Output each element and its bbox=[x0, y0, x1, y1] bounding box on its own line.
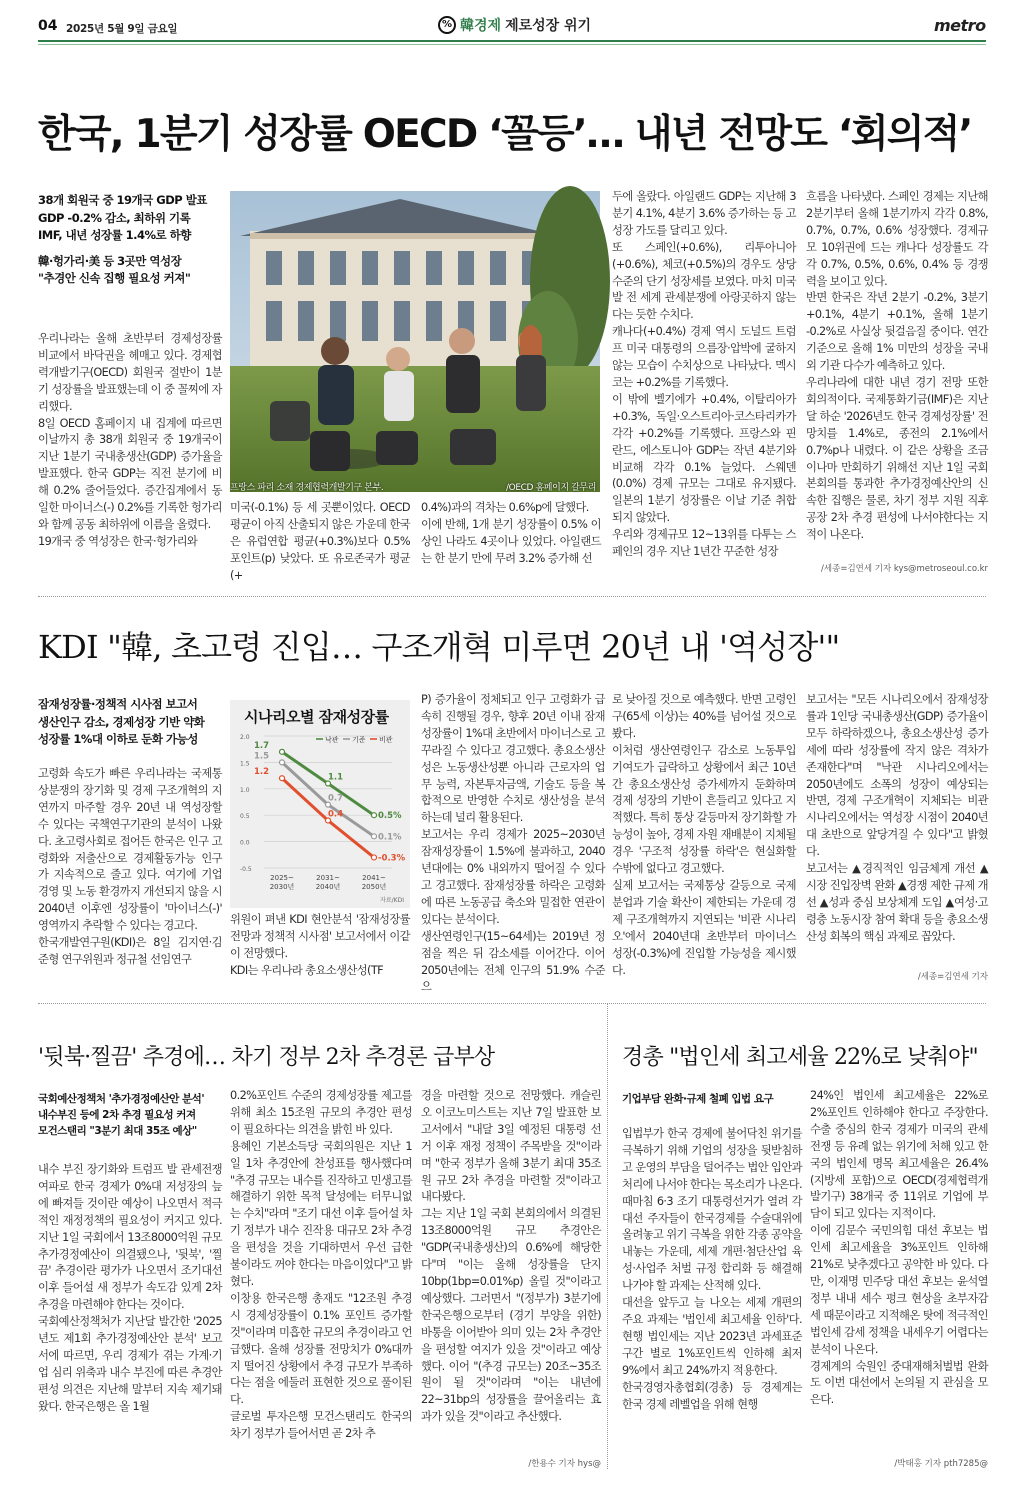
article2-headline: KDI "韓, 초고령 진입… 구조개혁 미루면 20년 내 '역성장'" bbox=[38, 628, 840, 666]
y-tick-label: 0.5 bbox=[240, 813, 250, 821]
data-label: 1.5 bbox=[254, 751, 270, 762]
data-label: 1.7 bbox=[254, 740, 270, 751]
column-divider bbox=[607, 1003, 608, 1469]
data-point bbox=[280, 776, 285, 781]
article3-headline: '뒷북·찔끔' 추경에… 차기 정부 2차 추경론 급부상 bbox=[38, 1045, 495, 1070]
x-tick-label: 2031~ bbox=[316, 874, 340, 882]
page-number: 04 bbox=[38, 18, 58, 34]
header-rule bbox=[38, 40, 986, 42]
data-label: -0.3% bbox=[378, 853, 406, 864]
header-rule-thin bbox=[38, 44, 986, 45]
chart-plot bbox=[230, 700, 410, 908]
data-label: 1.2 bbox=[254, 767, 270, 778]
article2-column-2: 위원이 펴낸 KDI 현안분석 '잠재성장률 전망과 정책적 시사점' 보고서에서 이같이 전망했다. KDI는 우리나라 총요소생산성(TF bbox=[230, 913, 410, 977]
article1-column-2: 미국(-0.1%) 등 세 곳뿐이었다. OECD 평균이 아직 산출되지 않은 가운데 한국은 유럽연합 평균(+0.3%)보다 0.5%포인트(p) 낮았다. 또 유로존국가 평균(+ bbox=[230, 501, 410, 582]
data-label: 0.4 bbox=[328, 809, 344, 820]
article1-column-1: 우리나라는 올해 초반부터 경제성장률 비교에서 바닥권을 헤매고 있다. 경제협력개발기구(OECD) 회원국 절반이 1분기 성장률을 발표했는데 이 중 꼴찌에 자리했다. 8일 OECD 홈페이지 내 집계에 따르면 이날까지 총 38개 회원국 중 19개국이 지난 1분기 국내총생산(GDP) 증가율을 발표했다. 한국 GDP는 직전 분기에 비해 0.2% 줄어들었다. 증간집계에서 동일한 마이너스(-) 0.2%를 기록한 헝가리와 함께 공동 최하위에 이름을 올렸다. 19개국 중 역성장은 한국·헝가리와 bbox=[38, 332, 222, 548]
metro-logo: metro bbox=[934, 16, 986, 35]
article2-column-1: 고령화 속도가 빠른 우리나라는 국제통상분쟁의 장기화 및 경제 구조개혁의 지연까지 마주할 경우 20년 내 역성장할 수 있다는 국책연구기관의 분석이 나왔다. 초고령사회로 접어든 한국은 인구 고령화와 저출산으로 경제활동가능 인구가 지속적으로 줄고 있다. 여기에 기업 경영 및 노동 환경까지 개선되지 않을 시 2040년 이후엔 성장률이 '마이너스(-)' 영역까지 추락할 수 있다는 경고다. 한국개발연구원(KDI)은 8일 김지연·김준형 연구위원과 정규철 선임연구 bbox=[38, 767, 222, 966]
y-tick-label: 1.0 bbox=[240, 786, 250, 794]
article2-subheads bbox=[38, 696, 222, 749]
section-divider bbox=[38, 596, 986, 597]
oecd-photo-illustration bbox=[230, 191, 600, 492]
section-divider bbox=[38, 1003, 986, 1004]
x-tick-label: 2025~ bbox=[270, 874, 294, 882]
chart-title: 시나리오별 잠재성장률 bbox=[244, 708, 389, 726]
article2-byline: /세종=김연세 기자 bbox=[917, 972, 988, 982]
article3-column-3: 경을 마련할 것으로 전망했다. 캐슬린 오 이코노미스트는 지난 7일 발표한 보고서에서 "내달 3일 예정된 대통령 선거 이후 재정 정책이 주목받을 것"이라며 "한국 정부가 올해 3분기 최대 35조원 규모 2차 추경을 마련할 것"이라고 내다봤다. 그는 지난 1일 국회 본회의에서 의결된 13조8000억원 규모 추경안은 "GDP(국내총생산)의 0.6%에 해당한다"며 "이는 올해 성장률을 단지 10bp(1bp=0.01%p) 올릴 것"이라고 예상했다. 그러면서 "(정부가) 3분기에 한국은행으로부터 (경기 부양을 위한)바통을 이어받아 의미 있는 2차 추경안을 편성할 여지가 있을 것"이라고 예상했다. 이어 "(추경 규모는) 20조~35조원이 될 것"이라며 "이는 내년에 22~31bp의 성장률을 끌어올리는 효과가 있을 것"이라고 추산했다. bbox=[421, 1089, 601, 1424]
data-label: 1.1 bbox=[328, 772, 344, 783]
photo-caption: 프랑스 파리 소재 경제협력개발기구 본부. bbox=[230, 483, 384, 493]
oecd-photo bbox=[230, 191, 600, 492]
photo-credit: /OECD 홈페이지 갈무리 bbox=[506, 483, 596, 493]
x-tick-label: 2040년 bbox=[315, 883, 341, 891]
article2-column-4: 로 낮아질 것으로 예측했다. 반면 고령인구(65세 이상)는 40%를 넘어설 것으로 봤다. 이처럼 생산연령인구 감소로 노동투입 기여도가 급락하고 상황에서 최근 10년간 총요소생산성 증가세까지 둔화하며 경제 성장의 기반이 흔들리고 있다고 지적했다. 특히 통상 갈등마저 장기화할 가능성이 높아, 경제 자원 재배분이 지체될 경우 '구조적 성장률 하락'은 현실화할 수밖에 없다고 경고했다. 실제 보고서는 국제통상 갈등으로 국제 분업과 기술 확산이 제한되는 가운데 경제 구조개혁까지 지연되는 '비관 시나리오'에서 2040년대 초반부터 마이너스 성장(-0.3%)에 진입할 가능성을 제시했다. bbox=[612, 693, 796, 977]
y-tick-label: 1.5 bbox=[240, 760, 250, 768]
subhead-line: 국회예산정책처 '추가경정예산안 분석' bbox=[38, 1093, 205, 1105]
data-point bbox=[280, 749, 285, 754]
legend-label: 기준 bbox=[352, 736, 366, 744]
data-label: 0.5% bbox=[378, 811, 402, 822]
subhead-line: 생산인구 감소, 경제성장 기반 약화 bbox=[38, 714, 205, 729]
y-tick-label: 0.0 bbox=[240, 839, 250, 847]
subhead-line: GDP -0.2% 감소, 최하위 기록 bbox=[38, 210, 191, 225]
subhead-line: IMF, 내년 성장률 1.4%로 하향 bbox=[38, 228, 191, 242]
legend-label: 비관 bbox=[379, 736, 393, 744]
data-label: 0.1% bbox=[378, 832, 402, 843]
data-label: 0.7 bbox=[328, 793, 344, 804]
y-tick-label: -0.5 bbox=[240, 866, 252, 873]
legend-label: 낙관 bbox=[325, 736, 339, 744]
article3-subheads bbox=[38, 1091, 222, 1139]
growth-chart bbox=[230, 700, 410, 908]
article4-column-1: 입법부가 한국 경제에 불어닥친 위기를 극복하기 위해 기업의 성장을 뒷받침하고 운영의 부담을 덜어주는 법안 입안과 처리에 나서야 한다는 목소리가 나온다. 때마침 6·3 조기 대통령선거가 열려 각 대선 주자들이 한국경제를 수술대위에 올려놓고 위기 극복을 위한 각종 공약을 내놓는 가운데, 세제 개편·첨단산업 육성·사업주 처벌 규정 합리화 등 해결해 나가야 할 과제는 산적해 있다. 대선을 앞두고 늘 나오는 세제 개편의 주요 과제는 '법인세 최고세율 인하'다. 현행 법인세는 지난 2023년 과세표준 구간 별로 1%포인트씩 인하해 최저 9%에서 최고 24%까지 적용한다. 한국경영자총협회(경총) 등 경제계는 한국 경제 레벨업을 위해 현행 bbox=[622, 1127, 802, 1411]
article3-column-1: 내수 부진 장기화와 트럼프 발 관세전쟁 여파로 한국 경제가 0%대 저성장의 늪에 빠져들 것이란 예상이 나오면서 적극적인 재정정책의 필요성이 커지고 있다. 지난 1일 국회에서 13조8000억원 규모 추가경정예산이 의결됐으나, '뒷북', '찔끔' 추경이란 평가가 나오면서 조기대선 이후 들어설 새 정부가 속도감 있게 2차 추경을 마련해야 한다는 것이다. 국회예산정책처가 지난달 발간한 '2025년도 제1회 추가경정예산안 분석' 보고서에 따르면, 우리 경제가 겪는 가계·기업 심리 위축과 내수 부진에 따른 추경안 편성 의견은 지난해 말부터 지속 제기돼 왔다. 한국은행은 올 1월 bbox=[38, 1163, 222, 1413]
x-tick-label: 2050년 bbox=[361, 883, 387, 891]
article1-subheads bbox=[38, 192, 222, 288]
percent-badge-icon: % bbox=[438, 16, 456, 34]
chart-source: 자료/KDI bbox=[380, 897, 404, 904]
subhead-line: 성장률 1%대 이하로 둔화 가능성 bbox=[38, 732, 198, 746]
subhead-line: 잠재성장률·정책적 시사점 보고서 bbox=[38, 697, 198, 711]
subhead-line: 내수부진 등에 2차 추경 필요성 커져 bbox=[38, 1109, 196, 1121]
section-title: 제로성장 위기 bbox=[505, 18, 592, 34]
article1-column-5: 흐름을 나타냈다. 스페인 경제는 지난해 2분기부터 올해 1분기까지 각각 0.8%, 0.7%, 0.7%, 0.6% 성장했다. 경제규모 10위권에 드는 캐나다 성장률도 각각 0.7%, 0.5%, 0.6%, 0.4% 등 경쟁력을 보이고 있다. 반면 한국은 작년 2분기 -0.2%, 3분기 +0.1%, 4분기 +0.1%, 올해 1분기 -0.2%로 사실상 뒷걸음질 중이다. 연간 기준으로 올해 1% 미만의 성장을 국내외 기관 다수가 예측하고 있다. 우리나라에 대한 내년 경기 전망 또한 회의적이다. 국제통화기금(IMF)은 지난달 하순 '2026년도 한국 경제성장률' 전망치를 1.4%로, 종전의 2.1%에서 0.7%p나 내렸다. 이 같은 상황을 조금이나마 만회하기 위해선 지난 1일 국회 본회의를 통과한 추가경정예산안의 신속한 집행은 물론, 차기 정부 지원 직후 공장 2차 추경 편성에 나서야한다는 지적이 나온다. bbox=[806, 190, 988, 542]
subhead-line: 韓·헝가리·美 등 3곳만 역성장 bbox=[38, 253, 182, 268]
section-banner bbox=[438, 14, 591, 36]
article3-column-2: 0.2%포인트 수준의 경제성장률 제고를 위해 최소 15조원 규모의 추경안 편성이 필요하다는 의견을 밝힌 바 있다. 용혜인 기본소득당 국회의원은 지난 1일 1차 추경안에 찬성표를 행사했다며 "추경 규모는 내수를 진작하고 민생고를 해결하기 위한 목적 달성에는 터무니없는 수치"라며 "조기 대선 이후 들어설 차기 정부가 내수 진작용 대규모 2차 추경을 편성을 것을 기대하면서 우선 급한 불이라도 꺼야 한다는 마음이었다"고 밝혔다. 이창용 한국은행 총재도 "12조원 추경시 경제성장률이 0.1% 포인트 증가할 것"이라며 미흡한 규모의 추경이라고 언급했다. 올해 성장률 전망치가 0%대까지 떨어진 상황에서 추경 규모가 부족하다는 점을 에둘러 표현한 것으로 풀이된다. 글로벌 투자은행 모건스탠리도 한국의 차기 정부가 들어서면 곧 2차 추 bbox=[230, 1089, 412, 1441]
article4-byline: /박태홍 기자 pth7285@ bbox=[894, 1459, 988, 1469]
section-brand: 韓경제 bbox=[460, 18, 502, 34]
subhead-line: "추경안 신속 집행 필요성 커져" bbox=[38, 271, 191, 285]
article3-byline: /한용수 기자 hys@ bbox=[528, 1459, 601, 1469]
data-point bbox=[372, 834, 377, 839]
article4-subhead: 기업부담 완화·규제 철폐 입법 요구 bbox=[622, 1093, 774, 1105]
y-tick-label: 2.0 bbox=[240, 734, 250, 741]
page-date: 2025년 5월 9일 금요일 bbox=[66, 23, 178, 35]
article2-column-5: 보고서는 "모든 시나리오에서 잠재성장률과 1인당 국내총생산(GDP) 증가율이 모두 하락하겠으나, 총요소생산성 증가세에 따라 성장률에 작지 않은 격차가 존재한다"며 "낙관 시나리오에서는 2050년에도 소폭의 성장이 예상되는 반면, 경제 구조개혁이 지체되는 비관 시나리오에서는 역성장 시점이 2040년대 초반으로 앞당겨질 수 있다"고 밝혔다. 보고서는 ▲경직적인 임금체계 개선 ▲시장 진입장벽 완화 ▲경쟁 제한 규제 개선 ▲성과 중심 보상체계 도입 ▲여성·고령층 노동시장 참여 확대 등을 총요소생산성 회복의 핵심 과제로 꼽았다. bbox=[806, 693, 988, 943]
data-point bbox=[372, 855, 377, 860]
article1-headline: 한국, 1분기 성장률 OECD ‘꼴등’… 내년 전망도 ‘회의적’ bbox=[38, 112, 972, 157]
subhead-line: 모건스탠리 "3분기 최대 35조 예상" bbox=[38, 1125, 197, 1137]
article1-byline: /세종=김연세 기자 kys@metroseoul.co.kr bbox=[821, 564, 988, 574]
article1-column-3: 0.4%)과의 격차는 0.6%p에 달했다. 이에 반해, 1개 분기 성장률이 0.5% 이상인 나라도 4곳이나 있었다. 아일랜드는 한 분기 만에 무려 3.2% 증가해 선 bbox=[421, 501, 601, 565]
x-tick-label: 2030년 bbox=[269, 883, 295, 891]
article4-headline: 경총 "법인세 최고세율 22%로 낮춰야" bbox=[622, 1045, 978, 1070]
article4-column-2: 24%인 법인세 최고세율은 22%로 2%포인트 인하해야 한다고 주장한다. 수출 중심의 한국 경제가 미국의 관세 전쟁 등 유례 없는 위기에 처해 있고 한국의 법인세 명목 최고세율은 26.4%(지방세 포함)으로 OECD(경제협력개발기구) 38개국 중 11위로 기업에 부담이 되고 있다는 지적이다. 이에 김문수 국민의힘 대선 후보는 법인세 최고세율을 3%포인트 인하해 21%로 낮추겠다고 공약한 바 있다. 다만, 이재명 민주당 대선 후보는 윤석열 정부 내내 세수 펑크 현상을 초부자감세 때문이라고 지적해온 탓에 적극적인 법인세 감세 정책을 내세우기 어렵다는 분석이 나온다. 경제계의 숙원인 중대재해처벌법 완화도 이번 대선에서 논의될 지 관심을 모은다. bbox=[810, 1089, 988, 1407]
article1-column-4: 두에 올랐다. 아일랜드 GDP는 지난해 3분기 4.1%, 4분기 3.6% 증가하는 등 고성장 가도를 달리고 있다. 또 스페인(+0.6%), 리투아니아(+0.6%), 체코(+0.5%)의 경우도 상당 수준의 단기 성장세를 보였다. 마치 미국발 전 세계 관세분쟁에 아랑곳하지 않는다는 듯한 수치다. 캐나다(+0.4%) 경제 역시 도널드 트럼프 미국 대통령의 으름장·압박에 굴하지 않는 모습이 수치상으로 나타났다. 멕시코는 +0.2%를 기록했다. 이 밖에 벨기에가 +0.4%, 이탈리아가 +0.3%, 독일·오스트리아·코스타리카가 각각 +0.2%를 기록했다. 프랑스와 핀란드, 에스토니아 GDP는 작년 4분기와 비교해 각각 0.1% 늘었다. 스웨덴(0.0%) 경제 규모는 그대로 유지됐다. 일본의 1분기 성장률은 이날 기준 취합되지 않았다. 우리와 경제규모 12~13위를 다투는 스페인의 경우 지난 1년간 꾸준한 성장 bbox=[612, 190, 796, 559]
subhead-line: 38개 회원국 중 19개국 GDP 발표 bbox=[38, 193, 207, 207]
x-tick-label: 2041~ bbox=[362, 874, 386, 882]
data-point bbox=[372, 813, 377, 818]
data-point bbox=[280, 760, 285, 765]
article2-column-3: P) 증가율이 정체되고 인구 고령화가 급속히 진행될 경우, 향후 20년 이내 잠재성장률이 1%대 초반에서 마이너스로 고꾸라질 수 있다고 경고했다. 총요소생산성은 노동생산성뿐 아니라 근로자의 업무 능력, 자본투자금액, 기술도 등을 복합적으로 반영한 수치로 생산성을 분석하는데 널리 활용된다. 보고서는 우리 경제가 2025~2030년 잠재성장률이 1.5%에 불과하고, 2040년대에는 0% 내외까지 떨어질 수 있다고 경고했다. 잠재성장률 하락은 고령화에 따른 노동공급 축소와 밀접한 연관이 있다는 분석이다. 생산연령인구(15~64세)는 2019년 정점을 찍은 뒤 감소세를 이어간다. 이어 2050년에는 전체 인구의 51.9% 수준으 bbox=[421, 693, 605, 994]
